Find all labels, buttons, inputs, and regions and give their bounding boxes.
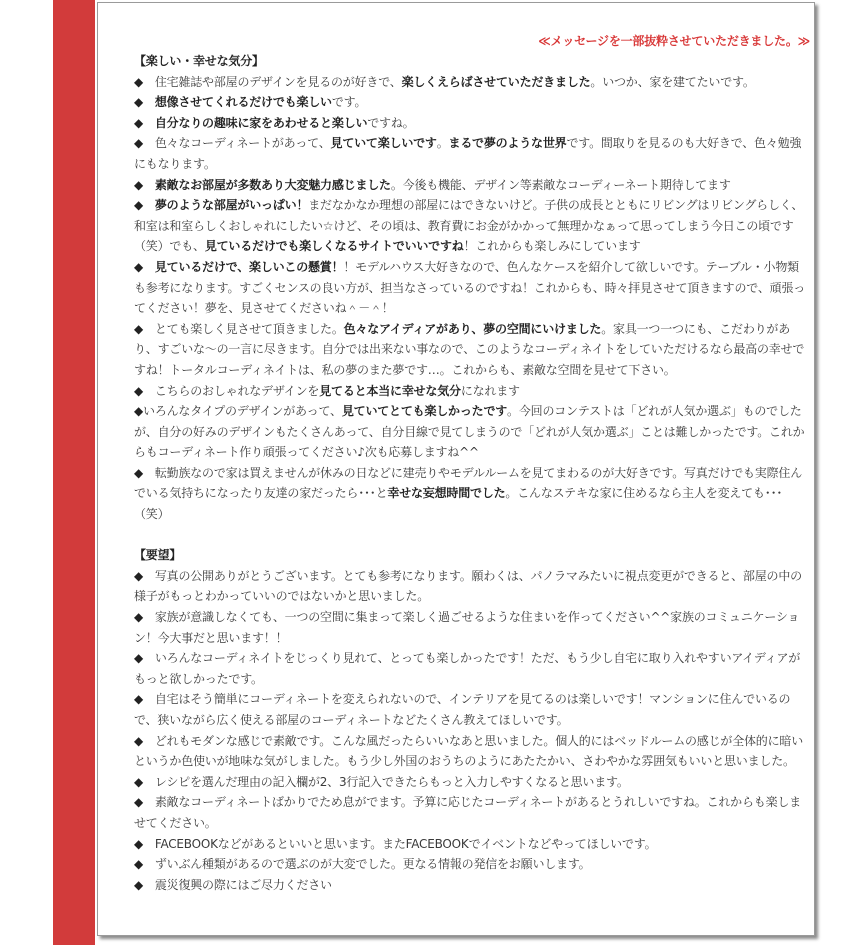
message-text: 転勤族なので家は買えませんが休みの日などに建売りやモデルルームを見てまわるのが大好きです。写真だけでも実際住んでいる気持ちになったり友達の家だったら･･･と (134, 465, 802, 501)
message-text: 家族が意識しなくても、一つの空間に集まって楽しく過ごせるような住まいを作ってください^^家族のコミュニケーション！今大事だと思います！！ (134, 610, 800, 645)
message-item (134, 875, 810, 896)
message-item (134, 772, 810, 793)
message-item (134, 381, 810, 402)
message-text: 写真の公開ありがとうございます。とても参考になります。願わくは、パノラマみたいに視点変更ができると、部屋の中の様子がもっとわかっていいのではないかと思いました。 (134, 568, 802, 604)
emphasized-text: 幸せな妄想時間でした (387, 486, 506, 501)
message-text: 。いつか、家を建てたいです。 (590, 74, 755, 89)
message-item (134, 689, 810, 730)
message-text: こちらのおしゃれなデザインを (154, 383, 320, 398)
message-text: まだなかなか理想の部屋にはできないけど。子供の成長とともにリビングはリビングらしく、和室は和室らしくおしゃれにしたい☆けど、その頃は、教育費にお金がかかって無理かなぁって思ってしまう今日この頃です（笑）でも、 (134, 198, 804, 254)
message-text: ！これからも楽しみにしています (463, 239, 641, 254)
message-text: 住宅雑誌や部屋のデザインを見るのが好きで、 (154, 74, 402, 89)
diamond-bullet-icon: ◆ (134, 404, 144, 419)
emphasized-text: 見ていてとても楽しかったです (341, 404, 508, 419)
excerpt-notice: ≪メッセージを一部抜粋させていただきました。≫ (538, 34, 810, 48)
diamond-bullet-icon: ◆ (134, 610, 155, 625)
message-text: 。今回のコンテストは「どれが人気か選ぶ」ものでしたが、自分の好みのデザインもたくさんあって、自分目線で見てしまうので「どれが人気か選ぶ」ことは難しかったです。これからもコーディネート作り頑張ってください♪次も応募しますね^^ (134, 404, 805, 460)
diamond-bullet-icon: ◆ (134, 115, 155, 130)
message-text: レシピを選んだ理由の記入欄が2、3行記入できたらもっと入力しやすくなると思います。 (154, 774, 629, 789)
emphasized-text: 楽しくえらばさせていただきました (401, 74, 591, 89)
message-text: 震災復興の際にはご尽力ください (154, 877, 332, 892)
diamond-bullet-icon: ◆ (134, 198, 155, 213)
message-item (134, 792, 810, 833)
emphasized-text: 想像させてくれるだけでも楽しい (154, 95, 332, 110)
message-item (134, 257, 810, 319)
message-text: 。今後も機能、デザイン等素敵なコーディーネート期待してます (390, 177, 731, 192)
diamond-bullet-icon: ◆ (134, 651, 155, 666)
message-sections (134, 51, 810, 895)
message-item (134, 195, 810, 257)
section-heading: 【楽しい・幸せな気分】 (134, 54, 264, 68)
section-heading: 【要望】 (134, 548, 182, 563)
diamond-bullet-icon: ◆ (134, 733, 155, 748)
message-item (134, 463, 810, 525)
diamond-bullet-icon: ◆ (134, 95, 155, 110)
emphasized-text: 夢のような部屋がいっぱい！ (154, 198, 309, 213)
message-item (134, 72, 810, 93)
message-item (134, 834, 810, 855)
message-item (134, 319, 810, 381)
diamond-bullet-icon: ◆ (134, 795, 155, 810)
message-item (134, 401, 810, 463)
emphasized-text: 見ていて楽しいです (330, 136, 437, 151)
message-text: 自宅はそう簡単にコーディネートを変えられないので、インテリアを見てるのは楽しいです！マンションに住んでいるので、狭いながら広く使える部屋のコーディネートなどたくさん教えてほしいです。 (134, 692, 791, 727)
diamond-bullet-icon: ◆ (134, 568, 155, 583)
diamond-bullet-icon: ◆ (134, 774, 155, 789)
message-item (134, 92, 810, 113)
diamond-bullet-icon: ◆ (134, 383, 155, 398)
message-text: どれもモダンな感じで素敵です。こんな風だったらいいなあと思いました。個人的にはベッドルームの感じが全体的に暗いというか色使いが地味な気がしました。もう少し外国のおうちのようにあたたかい、さわやかな雰囲気もいいと思いました。 (134, 733, 804, 769)
message-item (134, 175, 810, 196)
emphasized-text: 色々なアイディアがあり、夢の空間にいけました (343, 321, 602, 336)
left-accent-bar (53, 0, 95, 945)
emphasized-text: 自分なりの趣味に家をあわせると楽しい (154, 115, 368, 130)
emphasized-text: まるで夢のような世界 (448, 136, 567, 151)
message-text: いろんなタイプのデザインがあって、 (143, 404, 342, 419)
message-item (134, 731, 810, 772)
message-text: になれます (460, 383, 520, 398)
message-item (134, 607, 810, 648)
message-item (134, 854, 810, 875)
message-item (134, 648, 810, 689)
emphasized-text: 素敵なお部屋が多数あり大変魅力感じました (154, 177, 391, 192)
diamond-bullet-icon: ◆ (134, 857, 155, 872)
emphasized-text: 見ているだけでも楽しくなるサイトでいいですね (204, 239, 464, 254)
diamond-bullet-icon: ◆ (134, 259, 155, 274)
diamond-bullet-icon: ◆ (134, 692, 155, 707)
message-text: です。 (331, 95, 367, 110)
diamond-bullet-icon: ◆ (134, 136, 155, 151)
message-text: 。家具一つ一つにも、こだわりがあり、すごいな～の一言に尽きます。自分では出来ない事なので、このようなコーディネイトをしていただけるなら最高の幸せですね！トータルコーディネイトは、私の夢のまた夢です…。これからも、素敵な空間を見せて下さい。 (134, 321, 805, 377)
diamond-bullet-icon: ◆ (134, 177, 155, 192)
message-text: ですね。 (367, 115, 415, 130)
message-text: いろんなコーディネイトをじっくり見れて、とっても楽しかったです！ただ、もう少し自宅に取り入れやすいアイディアがもっと欲しかったです。 (134, 651, 801, 686)
section-spacer (134, 525, 810, 546)
message-text: 色々なコーディネートがあって、 (154, 136, 331, 151)
message-text: 素敵なコーディネートばかりでため息がでます。予算に応じたコーディネートがあるとうれしいですね。これからも楽しませてください。 (134, 795, 801, 830)
message-text: です。間取りを見るのも大好きで、色々勉強にもなります。 (134, 136, 802, 171)
diamond-bullet-icon: ◆ (134, 321, 155, 336)
message-text: ずいぶん種類があるので選ぶのが大変でした。更なる情報の発信をお願いします。 (154, 857, 591, 872)
message-text: 。こんなステキな家に住めるなら主人を変えても･･･（笑） (134, 486, 783, 522)
message-text: 。 (436, 136, 449, 151)
emphasized-text: 見てると本当に幸せな気分 (319, 383, 461, 398)
message-item (134, 113, 810, 134)
message-text: とても楽しく見させて頂きました。 (154, 321, 344, 336)
diamond-bullet-icon: ◆ (134, 74, 155, 89)
diamond-bullet-icon: ◆ (134, 877, 155, 892)
diamond-bullet-icon: ◆ (134, 836, 155, 851)
emphasized-text: 見ているだけで、楽しいこの懸賞！ (154, 259, 344, 274)
message-text: ！モデルハウス大好きなので、色んなケースを紹介して欲しいです。テーブル・小物類も参考になります。すごくセンスの良い方が、担当なさっているのですね！これからも、時々拝見させて頂きますので、頑張ってください！夢を、見させてくださいね＾－＾！ (134, 259, 806, 316)
message-text: FACEBOOKなどがあるといいと思います。またFACEBOOKでイベントなどやってほしいです。 (154, 836, 657, 851)
message-item (134, 566, 810, 607)
message-item (134, 133, 810, 174)
diamond-bullet-icon: ◆ (134, 465, 155, 480)
